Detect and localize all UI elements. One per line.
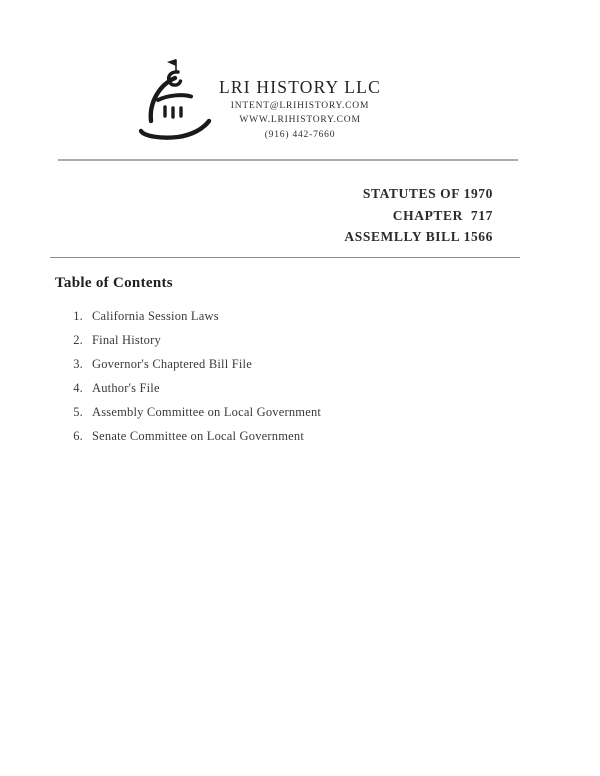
toc-item [68,357,321,381]
divider-bottom [50,257,520,258]
toc-item-number: 1. [73,309,83,323]
company-email: INTENT@LRIHISTORY.COM [230,100,370,111]
letterhead-text [0,76,600,142]
chapter-line: CHAPTER 717 [392,207,493,223]
company-website: WWW.LRIHISTORY.COM [239,115,361,125]
bill-line: ASSEMLLY BILL 1566 [344,229,493,244]
toc-item-number: 6. [73,429,83,443]
toc-item-label: Senate Committee on Local Government [92,429,305,443]
toc-item [68,333,321,357]
toc-list [68,309,321,453]
toc-item [68,429,321,453]
toc-item [68,405,321,429]
toc-item-label: Governor's Chaptered Bill File [92,357,252,371]
toc-heading: Table of Contents [55,275,173,291]
toc-item [68,381,321,405]
divider-top [58,159,518,161]
toc-item-label: California Session Laws [92,309,219,323]
toc-item-number: 5. [73,405,83,419]
company-name: LRI HISTORY LLC [219,77,381,97]
toc-item-number: 3. [73,357,83,371]
statutes-line: STATUTES OF 1970 [362,186,493,201]
toc-item-number: 4. [73,381,83,395]
toc-item-label: Final History [92,333,161,347]
company-phone: (916) 442-7660 [264,129,336,140]
toc-item-label: Author's File [92,381,160,395]
toc-item-number: 2. [73,333,83,347]
toc-item-label: Assembly Committee on Local Government [92,405,322,419]
toc-item [68,309,321,333]
reference-block [344,183,493,248]
